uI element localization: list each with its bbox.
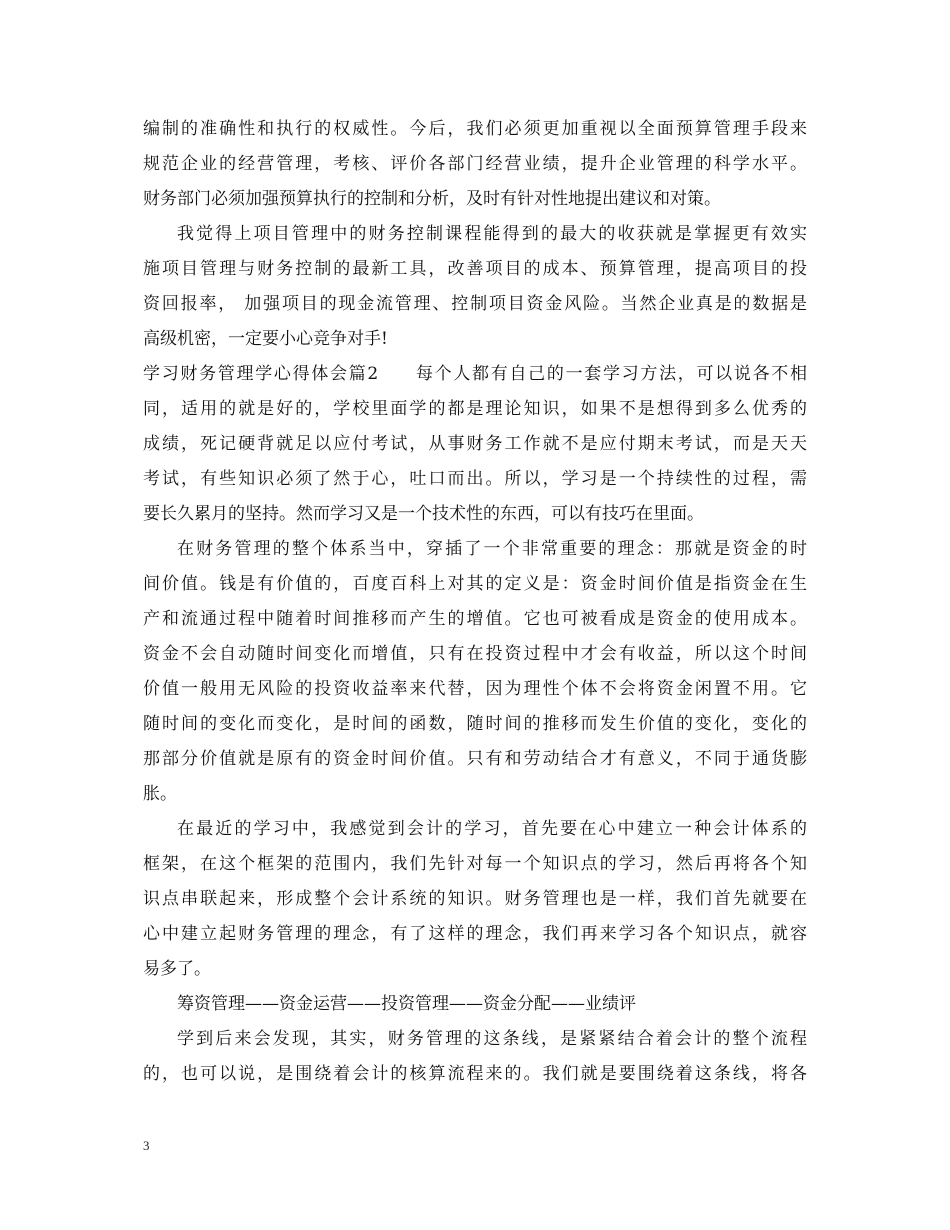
text-line: 要长久累月的坚持。然而学习又是一个技术性的东西，可以有技巧在里面。 (143, 504, 704, 524)
text-line: 考试，有些知识必须了然于心，吐口而出。所以，学习是一个持续性的过程，需 (143, 469, 807, 489)
text-line: 间价值。钱是有价值的，百度百科上对其的定义是：资金时间价值是指资金在生 (143, 574, 807, 594)
page-number: 3 (143, 1138, 150, 1153)
text-line: 随时间的变化而变化，是时间的函数，随时间的推移而发生价值的变化，变化的 (143, 714, 807, 734)
section-heading-line (143, 357, 807, 392)
paragraph-start-line: 学到后来会发现，其实，财务管理的这条线，是紧紧结合着会计的整个流程 (177, 1029, 807, 1049)
paragraph-start-line: 在最近的学习中，我感觉到会计的学习，首先要在心中建立一种会计体系的 (177, 819, 807, 839)
text-line: 编制的准确性和执行的权威性。今后，我们必须更加重视以全面预算管理手段来 (143, 119, 807, 139)
text-line: 财务部门必须加强预算执行的控制和分析，及时有针对性地提出建议和对策。 (143, 189, 721, 209)
text-line: 资回报率， 加强项目的现金流管理、控制项目资金风险。当然企业真是的数据是 (143, 294, 807, 314)
text-line: 成绩，死记硬背就足以应付考试，从事财务工作就不是应付期末考试，而是天天 (143, 434, 807, 454)
text-line: 价值一般用无风险的投资收益率来代替，因为理性个体不会将资金闲置不用。它 (143, 679, 807, 699)
section-heading: 学习财务管理学心得体会篇2 (143, 364, 379, 384)
body-text (143, 112, 807, 1092)
text-line: 产和流通过程中随着时间推移而产生的增值。它也可被看成是资金的使用成本。 (143, 609, 807, 629)
text-line: 易多了。 (143, 959, 211, 979)
section-first-sentence: 每个人都有自己的一套学习方法，可以说各不相 (414, 364, 807, 384)
text-line: 那部分价值就是原有的资金时间价值。只有和劳动结合才有意义，不同于通货膨 (143, 749, 807, 769)
text-line: 框架，在这个框架的范围内，我们先针对每一个知识点的学习，然后再将各个知 (143, 854, 807, 874)
text-line: 胀。 (143, 784, 177, 804)
text-line: 高级机密，一定要小心竞争对手! (143, 329, 388, 349)
flow-line: 筹资管理——资金运营——投资管理——资金分配——业绩评 (177, 994, 636, 1014)
text-line: 施项目管理与财务控制的最新工具，改善项目的成本、预算管理，提高项目的投 (143, 259, 807, 279)
text-line: 的，也可以说，是围绕着会计的核算流程来的。我们就是要围绕着这条线，将各 (143, 1064, 807, 1084)
text-line: 心中建立起财务管理的理念，有了这样的理念，我们再来学习各个知识点，就容 (143, 924, 807, 944)
text-line: 资金不会自动随时间变化而增值，只有在投资过程中才会有收益，所以这个时间 (143, 644, 807, 664)
text-line: 识点串联起来，形成整个会计系统的知识。财务管理也是一样，我们首先就要在 (143, 889, 807, 909)
paragraph-start-line: 在财务管理的整个体系当中，穿插了一个非常重要的理念：那就是资金的时 (177, 539, 807, 559)
paragraph-start-line: 我觉得上项目管理中的财务控制课程能得到的最大的收获就是掌握更有效实 (177, 224, 807, 244)
text-line: 规范企业的经营管理，考核、评价各部门经营业绩，提升企业管理的科学水平。 (143, 154, 807, 174)
text-line: 同，适用的就是好的，学校里面学的都是理论知识，如果不是想得到多么优秀的 (143, 399, 807, 419)
